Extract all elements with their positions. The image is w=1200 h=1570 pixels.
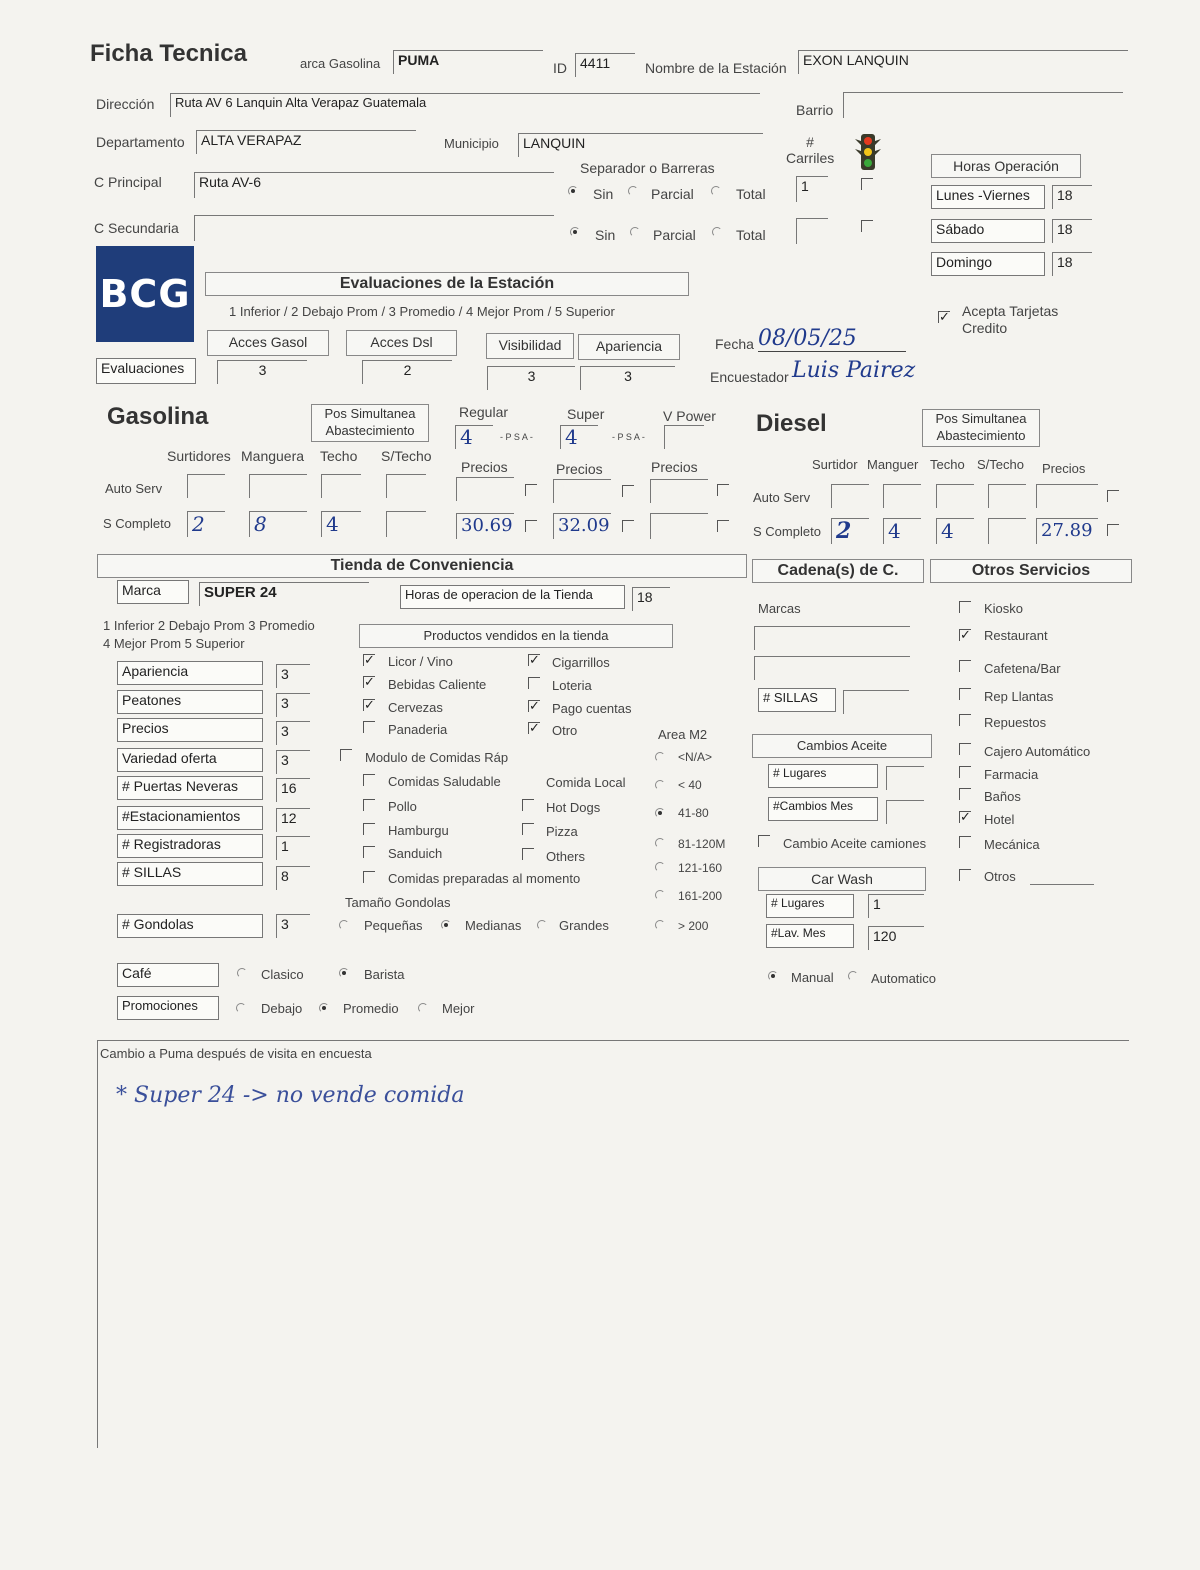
gas-sc-surtidores[interactable]: 2: [187, 511, 225, 537]
comidas-saludable-label: Comidas Saludable: [388, 774, 501, 789]
vpower-label: V Power: [663, 408, 716, 424]
carwash-lav-mes-label: #Lav. Mes: [766, 924, 854, 948]
rep-llantas-checkbox[interactable]: [959, 688, 971, 700]
principal-checkbox[interactable]: [861, 178, 873, 190]
comidas-preparadas-label: Comidas preparadas al momento: [388, 871, 581, 886]
car-wash-header: Car Wash: [758, 867, 926, 891]
rating-registradoras-field[interactable]: 1: [276, 836, 310, 860]
others-checkbox[interactable]: [522, 848, 534, 860]
rating-neveras-field[interactable]: 16: [276, 778, 310, 802]
carwash-manual-radio[interactable]: [768, 971, 778, 981]
acces-gasol-field[interactable]: 3: [217, 360, 307, 384]
carwash-auto-radio[interactable]: [848, 971, 858, 981]
area-81-120-label: 81-120M: [678, 837, 726, 851]
acces-dsl-label: Acces Dsl: [346, 330, 457, 356]
rating-peatones-field[interactable]: 3: [276, 693, 310, 717]
cafeteria-label: Cafetena/Bar: [984, 661, 1061, 676]
rating-sillas-label: # SILLAS: [117, 862, 263, 886]
tamano-medianas-label: Medianas: [465, 918, 522, 933]
sin-label: Sin: [595, 227, 616, 243]
pizza-label: Pizza: [546, 824, 578, 839]
gas-auto-techo[interactable]: [321, 474, 361, 498]
diesel-sc-techo[interactable]: 4: [936, 518, 974, 544]
aceite-lugares-label: # Lugares: [768, 764, 878, 788]
area-radio-41-80[interactable]: [655, 808, 665, 818]
cajero-checkbox[interactable]: [959, 743, 971, 755]
evaluaciones-row-label: Evaluaciones: [96, 358, 196, 384]
aceite-lugares-field[interactable]: [886, 766, 924, 790]
tienda-scale-line1: 1 Inferior 2 Debajo Prom 3 Promedio: [103, 618, 315, 633]
total-radio-secundaria[interactable]: [712, 227, 722, 237]
super-label: Super: [567, 406, 605, 422]
total-radio-principal[interactable]: [711, 186, 721, 196]
gas-auto-manguera[interactable]: [249, 474, 307, 498]
municipio-field[interactable]: LANQUIN: [518, 133, 763, 157]
tienda-marca-field[interactable]: SUPER 24: [199, 582, 369, 606]
comments-box[interactable]: [97, 1040, 1129, 1448]
tamano-medianas-radio[interactable]: [441, 920, 451, 930]
diesel-sc-checkbox[interactable]: [1107, 524, 1119, 536]
traffic-light-icon: [853, 133, 883, 171]
cajero-label: Cajero Automático: [984, 744, 1091, 759]
hotel-checkbox[interactable]: ✓: [960, 809, 971, 824]
mecanica-checkbox[interactable]: [959, 836, 971, 848]
acces-gasol-label: Acces Gasol: [207, 330, 329, 356]
comments-label: Cambio a Puma después de visita en encuesta: [100, 1046, 372, 1061]
kiosko-label: Kiosko: [984, 601, 1024, 616]
aceite-cambios-mes-label: #Cambios Mes: [768, 797, 878, 821]
gasolina-title: Gasolina: [107, 403, 209, 430]
promo-promedio-radio[interactable]: [319, 1003, 329, 1013]
loteria-checkbox[interactable]: [528, 677, 540, 689]
cafe-barista-label: Barista: [364, 967, 405, 982]
diesel-precios-col: Precios: [1042, 461, 1086, 476]
otros-checkbox[interactable]: [959, 869, 971, 881]
area-121-160-label: 121-160: [678, 861, 723, 875]
kiosko-checkbox[interactable]: [959, 601, 971, 613]
diesel-auto-checkbox[interactable]: [1107, 490, 1119, 502]
gas-sc-precio-regular[interactable]: 30.69: [456, 513, 514, 539]
hot-dogs-label: Hot Dogs: [546, 800, 601, 815]
area-radio-200[interactable]: [655, 920, 665, 930]
parcial-label: Parcial: [651, 186, 694, 202]
diesel-sc-surtidor[interactable]: 2: [831, 518, 869, 544]
farmacia-checkbox[interactable]: [959, 766, 971, 778]
tienda-marca-label: Marca: [117, 580, 189, 604]
surtidores-col: Surtidores: [167, 448, 231, 464]
licor-checkbox[interactable]: ✓: [364, 652, 375, 667]
panaderia-label: Panaderia: [388, 722, 448, 737]
restaurant-label: Restaurant: [984, 628, 1048, 643]
rating-sillas-field[interactable]: 8: [276, 866, 310, 890]
area-radio-na[interactable]: [655, 752, 665, 762]
gas-sc-stecho[interactable]: [386, 511, 426, 537]
area-radio-81-120[interactable]: [655, 838, 665, 848]
evaluaciones-header: Evaluaciones de la Estación: [205, 272, 689, 296]
area-na-label: <N/A>: [678, 750, 713, 764]
carwash-lugares-field[interactable]: 1: [868, 894, 924, 918]
acepta-tarjetas-checkbox[interactable]: ✓: [939, 309, 950, 324]
c-secundaria-field[interactable]: [194, 215, 554, 241]
productos-header: Productos vendidos en la tienda: [359, 624, 673, 648]
gas-sc-precio-super[interactable]: 32.09: [553, 513, 611, 539]
gas-sc-super-checkbox[interactable]: [622, 520, 634, 532]
fecha-field[interactable]: 08/05/25: [758, 326, 906, 352]
parcial-radio-principal[interactable]: [628, 186, 638, 196]
tienda-horas-field[interactable]: 18: [632, 587, 670, 611]
tamano-grandes-radio[interactable]: [537, 920, 547, 930]
precios-vpower-col: Precios: [651, 459, 698, 475]
rating-apariencia-label: Apariencia: [117, 661, 263, 685]
sabado-field[interactable]: 18: [1052, 219, 1092, 243]
tienda-scale-line2: 4 Mejor Prom 5 Superior: [103, 636, 245, 651]
aceite-cambios-mes-field[interactable]: [886, 800, 924, 824]
separador-label: Separador o Barreras: [580, 160, 715, 176]
gas-auto-precio-regular[interactable]: [456, 477, 514, 501]
rating-peatones-label: Peatones: [117, 690, 263, 714]
sanduich-label: Sanduich: [388, 846, 443, 861]
techo-col: Techo: [320, 448, 358, 464]
rating-precios-label: Precios: [117, 718, 263, 742]
s-completo-label: S Completo: [103, 516, 171, 531]
evaluaciones-scale: 1 Inferior / 2 Debajo Prom / 3 Promedio / 4 Mejor Prom / 5 Superior: [229, 304, 615, 319]
diesel-sc-stecho[interactable]: [988, 518, 1026, 544]
cafe-label: Café: [117, 963, 219, 987]
c-principal-label: C Principal: [94, 174, 162, 190]
aceite-camiones-label: Cambio Aceite camiones: [783, 836, 927, 851]
parcial-radio-secundaria[interactable]: [630, 227, 640, 237]
area-200-label: > 200: [678, 919, 709, 933]
gas-auto-regular-checkbox[interactable]: [525, 484, 537, 496]
marca-field[interactable]: PUMA: [393, 50, 543, 74]
cadena-sillas-label: # SILLAS: [758, 688, 836, 712]
regular-psa-field[interactable]: 4: [455, 425, 493, 449]
pago-cuentas-checkbox[interactable]: ✓: [529, 698, 540, 713]
comida-local-label: Comida Local: [546, 775, 626, 790]
promo-debajo-label: Debajo: [261, 1001, 303, 1016]
otro-checkbox[interactable]: ✓: [529, 720, 540, 735]
gas-auto-stecho[interactable]: [386, 474, 426, 498]
municipio-label: Municipio: [444, 136, 499, 151]
cafeteria-checkbox[interactable]: [959, 660, 971, 672]
super-psa-field[interactable]: 4: [560, 425, 598, 449]
bebidas-checkbox[interactable]: ✓: [364, 674, 375, 689]
rating-neveras-label: # Puertas Neveras: [117, 776, 263, 800]
banos-checkbox[interactable]: [959, 788, 971, 800]
psa-label: - P S A -: [500, 432, 533, 442]
repuestos-label: Repuestos: [984, 715, 1047, 730]
otros-line-field[interactable]: [1030, 884, 1094, 885]
rating-estacionamientos-label: #Estacionamientos: [117, 806, 263, 830]
bcg-logo: [96, 246, 194, 342]
promo-mejor-radio[interactable]: [418, 1003, 428, 1013]
cadena-header: Cadena(s) de C.: [752, 559, 924, 583]
rep-llantas-label: Rep Llantas: [984, 689, 1054, 704]
gas-sc-vpower-checkbox[interactable]: [717, 520, 729, 532]
bcg-logo-text: BCG: [99, 272, 191, 316]
vpower-psa-field[interactable]: [664, 425, 704, 449]
parcial-label: Parcial: [653, 227, 696, 243]
diesel-auto-serv-label: Auto Serv: [753, 490, 811, 505]
secundaria-checkbox[interactable]: [861, 220, 873, 232]
gas-auto-precio-vpower[interactable]: [650, 479, 708, 503]
fecha-label: Fecha: [715, 336, 754, 352]
cafe-barista-radio[interactable]: [339, 968, 349, 978]
tienda-header: Tienda de Conveniencia: [97, 554, 747, 578]
total-label: Total: [736, 186, 766, 202]
cigarrillos-label: Cigarrillos: [552, 655, 610, 670]
diesel-auto-stecho[interactable]: [988, 484, 1026, 508]
carwash-lugares-label: # Lugares: [766, 894, 854, 918]
gondolas-field[interactable]: 3: [276, 914, 310, 938]
visibilidad-field[interactable]: 3: [487, 366, 575, 390]
carriles-principal-field[interactable]: 1: [796, 176, 828, 202]
diesel-manguer-col: Manguer: [867, 457, 919, 472]
bebidas-label: Bebidas Caliente: [388, 677, 487, 692]
carriles-label: # Carriles: [786, 134, 835, 166]
mecanica-label: Mecánica: [984, 837, 1040, 852]
gas-auto-vpower-checkbox[interactable]: [717, 484, 729, 496]
c-secundaria-label: C Secundaria: [94, 220, 179, 236]
comments-handwritten: * Super 24 -> no vende comida: [116, 1083, 465, 1108]
marca-label: arca Gasolina: [300, 56, 381, 71]
area-label: Area M2: [658, 727, 708, 742]
departamento-field[interactable]: ALTA VERAPAZ: [196, 130, 416, 154]
diesel-s-completo-label: S Completo: [753, 524, 821, 539]
rating-variedad-label: Variedad oferta: [117, 748, 263, 772]
rating-estacionamientos-field[interactable]: 12: [276, 808, 310, 832]
nombre-label: Nombre de la Estación: [645, 60, 787, 76]
gasolina-pos-simultanea: Pos Simultanea Abastecimiento: [311, 404, 429, 442]
lunes-viernes-field[interactable]: 18: [1052, 185, 1092, 209]
diesel-stecho-col: S/Techo: [977, 457, 1024, 472]
licor-label: Licor / Vino: [388, 654, 453, 669]
comidas-saludable-checkbox[interactable]: [363, 774, 375, 786]
gondolas-label: # Gondolas: [117, 914, 263, 938]
precios-regular-col: Precios: [461, 459, 508, 475]
carwash-manual-label: Manual: [791, 970, 834, 985]
diesel-auto-manguer[interactable]: [883, 484, 921, 508]
direccion-field[interactable]: Ruta AV 6 Lanquin Alta Verapaz Guatemala: [170, 93, 760, 117]
area-41-80-label: 41-80: [678, 806, 709, 820]
diesel-surtidor-col: Surtidor: [812, 457, 858, 472]
encuestador-label: Encuestador: [710, 369, 789, 385]
id-field[interactable]: 4411: [575, 53, 635, 77]
id-label: ID: [553, 60, 567, 76]
tienda-horas-label: Horas de operacion de la Tienda: [400, 585, 625, 609]
tamano-gondolas-label: Tamaño Gondolas: [345, 895, 451, 910]
promociones-label: Promociones: [117, 996, 219, 1020]
encuestador-field[interactable]: Luis Pairez: [792, 358, 916, 383]
regular-label: Regular: [459, 404, 509, 420]
pollo-checkbox[interactable]: [363, 799, 375, 811]
banos-label: Baños: [984, 789, 1021, 804]
form-title: Ficha Tecnica: [90, 40, 247, 67]
farmacia-label: Farmacia: [984, 767, 1039, 782]
diesel-auto-techo[interactable]: [936, 484, 974, 508]
psa-label: - P S A -: [612, 432, 645, 442]
gas-sc-manguera[interactable]: 8: [249, 511, 307, 537]
hotel-label: Hotel: [984, 812, 1015, 827]
area-radio-121-160[interactable]: [655, 862, 665, 872]
cigarrillos-checkbox[interactable]: ✓: [529, 652, 540, 667]
sabado-label: Sábado: [931, 219, 1045, 243]
cadena-marca-field-1[interactable]: [754, 626, 910, 650]
loteria-label: Loteria: [552, 678, 592, 693]
cadena-marca-field-2[interactable]: [754, 656, 910, 680]
nombre-field[interactable]: EXON LANQUIN: [798, 50, 1128, 74]
modulo-comidas-label: Modulo de Comidas Ráp: [365, 750, 509, 765]
promo-mejor-label: Mejor: [442, 1001, 475, 1016]
gas-auto-surtidores[interactable]: [187, 474, 225, 498]
rating-variedad-field[interactable]: 3: [276, 750, 310, 774]
manguera-col: Manguera: [241, 448, 305, 464]
domingo-label: Domingo: [931, 252, 1045, 276]
barrio-field[interactable]: [843, 92, 1123, 118]
cafe-clasico-radio[interactable]: [237, 968, 247, 978]
visibilidad-label: Visibilidad: [486, 333, 574, 359]
area-40-label: < 40: [678, 778, 702, 792]
diesel-sc-precio[interactable]: 27.89: [1036, 518, 1098, 544]
hamburgu-checkbox[interactable]: [363, 823, 375, 835]
area-161-200-label: 161-200: [678, 889, 723, 903]
cadena-marcas-label: Marcas: [758, 601, 801, 616]
gas-sc-techo[interactable]: 4: [321, 511, 361, 537]
carriles-secundaria-field[interactable]: [796, 218, 828, 244]
cervezas-label: Cervezas: [388, 700, 443, 715]
carwash-lav-mes-field[interactable]: 120: [868, 926, 924, 950]
sanduich-checkbox[interactable]: [363, 846, 375, 858]
gas-sc-precio-vpower[interactable]: [650, 513, 708, 539]
tamano-grandes-label: Grandes: [559, 918, 609, 933]
precios-super-col: Precios: [556, 461, 603, 477]
pago-cuentas-label: Pago cuentas: [552, 701, 632, 716]
rating-apariencia-field[interactable]: 3: [276, 664, 310, 688]
apariencia-field[interactable]: 3: [580, 366, 675, 390]
aceite-camiones-checkbox[interactable]: [758, 835, 770, 847]
horas-operacion-header: Horas Operación: [931, 154, 1081, 178]
departamento-label: Departamento: [96, 134, 185, 150]
area-radio-161-200[interactable]: [655, 890, 665, 900]
lunes-viernes-label: Lunes -Viernes: [931, 185, 1045, 209]
others-label: Others: [546, 849, 586, 864]
cambios-aceite-header: Cambios Aceite: [752, 734, 932, 758]
otros-label: Otros: [984, 869, 1016, 884]
otro-label: Otro: [552, 723, 578, 738]
diesel-auto-surtidor[interactable]: [831, 484, 869, 508]
promo-promedio-label: Promedio: [343, 1001, 399, 1016]
diesel-auto-precio[interactable]: [1036, 484, 1098, 508]
hamburgu-label: Hamburgu: [388, 823, 449, 838]
gas-sc-regular-checkbox[interactable]: [525, 520, 537, 532]
pollo-label: Pollo: [388, 799, 417, 814]
otros-servicios-header: Otros Servicios: [930, 559, 1132, 583]
acces-dsl-field[interactable]: 2: [362, 360, 452, 384]
restaurant-checkbox[interactable]: ✓: [960, 627, 971, 642]
comidas-preparadas-checkbox[interactable]: [363, 871, 375, 883]
barrio-label: Barrio: [796, 102, 834, 118]
direccion-label: Dirección: [96, 96, 155, 112]
cafe-clasico-label: Clasico: [261, 967, 304, 982]
auto-serv-label: Auto Serv: [105, 481, 163, 496]
promo-debajo-radio[interactable]: [236, 1003, 246, 1013]
total-label: Total: [736, 227, 766, 243]
hot-dogs-checkbox[interactable]: [522, 799, 534, 811]
gas-auto-precio-super[interactable]: [553, 479, 611, 503]
c-principal-field[interactable]: Ruta AV-6: [194, 172, 554, 198]
acepta-tarjetas-label: Acepta Tarjetas Credito: [962, 303, 1059, 336]
diesel-title: Diesel: [756, 410, 827, 437]
diesel-sc-manguer[interactable]: 4: [883, 518, 921, 544]
repuestos-checkbox[interactable]: [959, 714, 971, 726]
rating-precios-field[interactable]: 3: [276, 721, 310, 745]
domingo-field[interactable]: 18: [1052, 252, 1092, 276]
diesel-pos-simultanea: Pos Simultanea Abastecimiento: [922, 409, 1040, 447]
rating-registradoras-label: # Registradoras: [117, 834, 263, 858]
carwash-auto-label: Automatico: [871, 971, 937, 986]
modulo-comidas-checkbox[interactable]: [340, 749, 352, 761]
sin-radio-secundaria[interactable]: [570, 227, 580, 237]
cervezas-checkbox[interactable]: ✓: [364, 697, 375, 712]
area-radio-40[interactable]: [655, 780, 665, 790]
cadena-sillas-field[interactable]: [843, 690, 909, 714]
diesel-techo-col: Techo: [930, 457, 965, 472]
apariencia-label: Apariencia: [578, 334, 680, 360]
sin-radio-principal[interactable]: [568, 186, 578, 196]
panaderia-checkbox[interactable]: [363, 721, 375, 733]
pizza-checkbox[interactable]: [522, 823, 534, 835]
tamano-pequenas-label: Pequeñas: [364, 918, 423, 933]
sin-label: Sin: [593, 186, 614, 202]
s-techo-col: S/Techo: [381, 448, 432, 464]
tamano-pequenas-radio[interactable]: [339, 920, 349, 930]
gas-auto-super-checkbox[interactable]: [622, 485, 634, 497]
